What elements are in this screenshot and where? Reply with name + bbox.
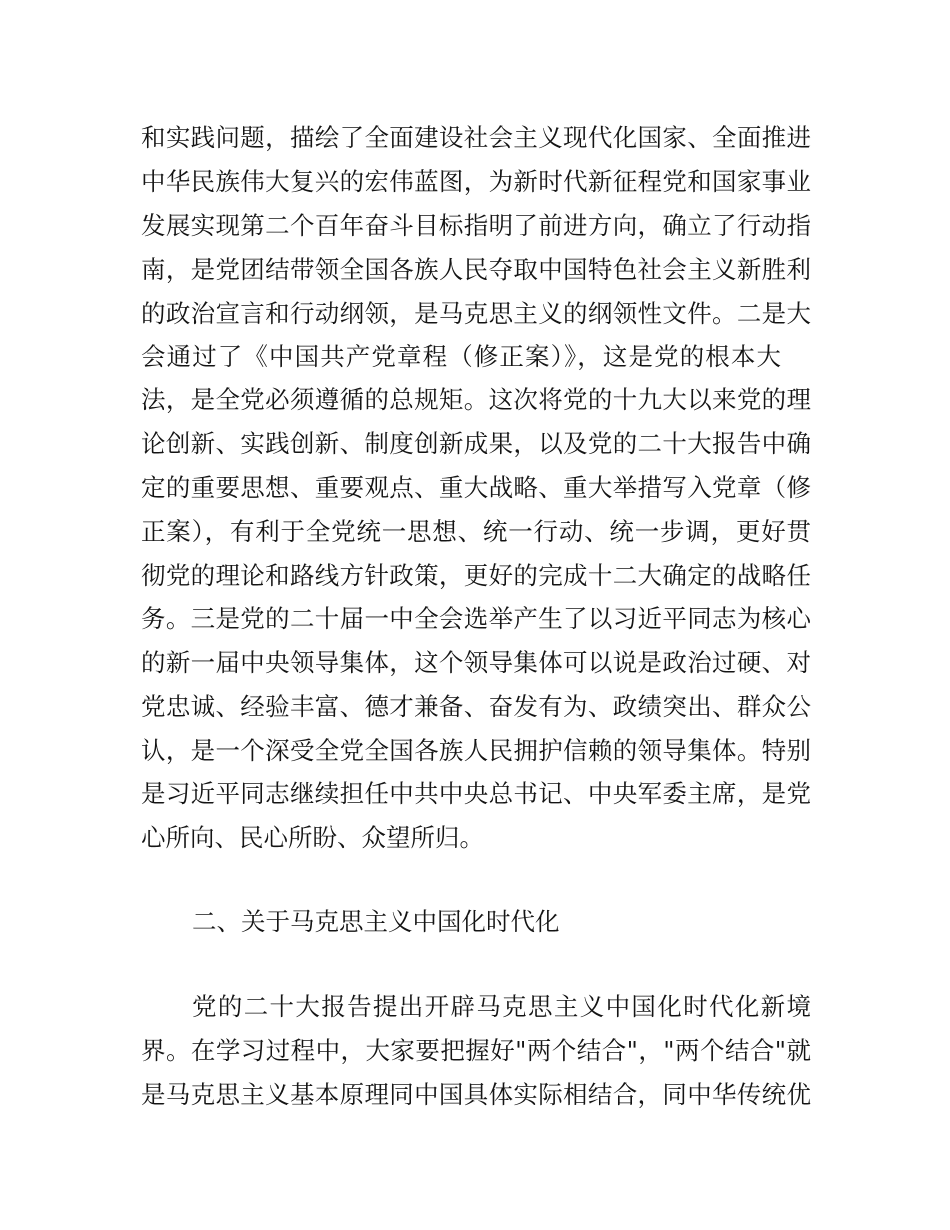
paragraph-line: 发展实现第二个百年奋斗目标指明了前进方向，确立了行动指 (141, 211, 811, 240)
paragraph-line: 认，是一个深受全党全国各族人民拥护信赖的领导集体。特别 (141, 736, 811, 765)
paragraph-line: 是马克思主义基本原理同中国具体实际相结合，同中华传统优 (141, 1080, 811, 1109)
section-heading: 二、关于马克思主义中国化时代化 (192, 907, 560, 936)
paragraph-line: 彻党的理论和路线方针政策，更好的完成十二大确定的战略任 (141, 561, 811, 590)
paragraph-line: 法，是全党必须遵循的总规矩。这次将党的十九大以来党的理 (141, 385, 811, 414)
paragraph-line: 党忠诚、经验丰富、德才兼备、奋发有为、政绩突出、群众公 (141, 692, 811, 721)
paragraph-line: 正案），有利于全党统一思想、统一行动、统一步调，更好贯 (141, 517, 811, 546)
paragraph-line: 定的重要思想、重要观点、重大战略、重大举措写入党章（修 (141, 473, 811, 502)
paragraph-line: 党的二十大报告提出开辟马克思主义中国化时代化新境 (192, 992, 811, 1021)
paragraph-line: 心所向、民心所盼、众望所归。 (141, 823, 484, 852)
paragraph-line: 和实践问题，描绘了全面建设社会主义现代化国家、全面推进 (141, 123, 811, 152)
paragraph-line: 务。三是党的二十届一中全会选举产生了以习近平同志为核心 (141, 604, 811, 633)
paragraph-line: 中华民族伟大复兴的宏伟蓝图，为新时代新征程党和国家事业 (141, 167, 811, 196)
paragraph-line: 南，是党团结带领全国各族人民夺取中国特色社会主义新胜利 (141, 255, 811, 284)
paragraph-line: 的新一届中央领导集体，这个领导集体可以说是政治过硬、对 (141, 648, 811, 677)
paragraph-line: 会通过了《中国共产党章程（修正案）》，这是党的根本大 (141, 342, 781, 371)
paragraph-line: 的政治宣言和行动纲领，是马克思主义的纲领性文件。二是大 (141, 299, 811, 328)
paragraph-line: 界。在学习过程中，大家要把握好"两个结合"，"两个结合"就 (141, 1036, 811, 1065)
paragraph-line: 是习近平同志继续担任中共中央总书记、中央军委主席，是党 (141, 779, 811, 808)
paragraph-line: 论创新、实践创新、制度创新成果，以及党的二十大报告中确 (141, 429, 811, 458)
